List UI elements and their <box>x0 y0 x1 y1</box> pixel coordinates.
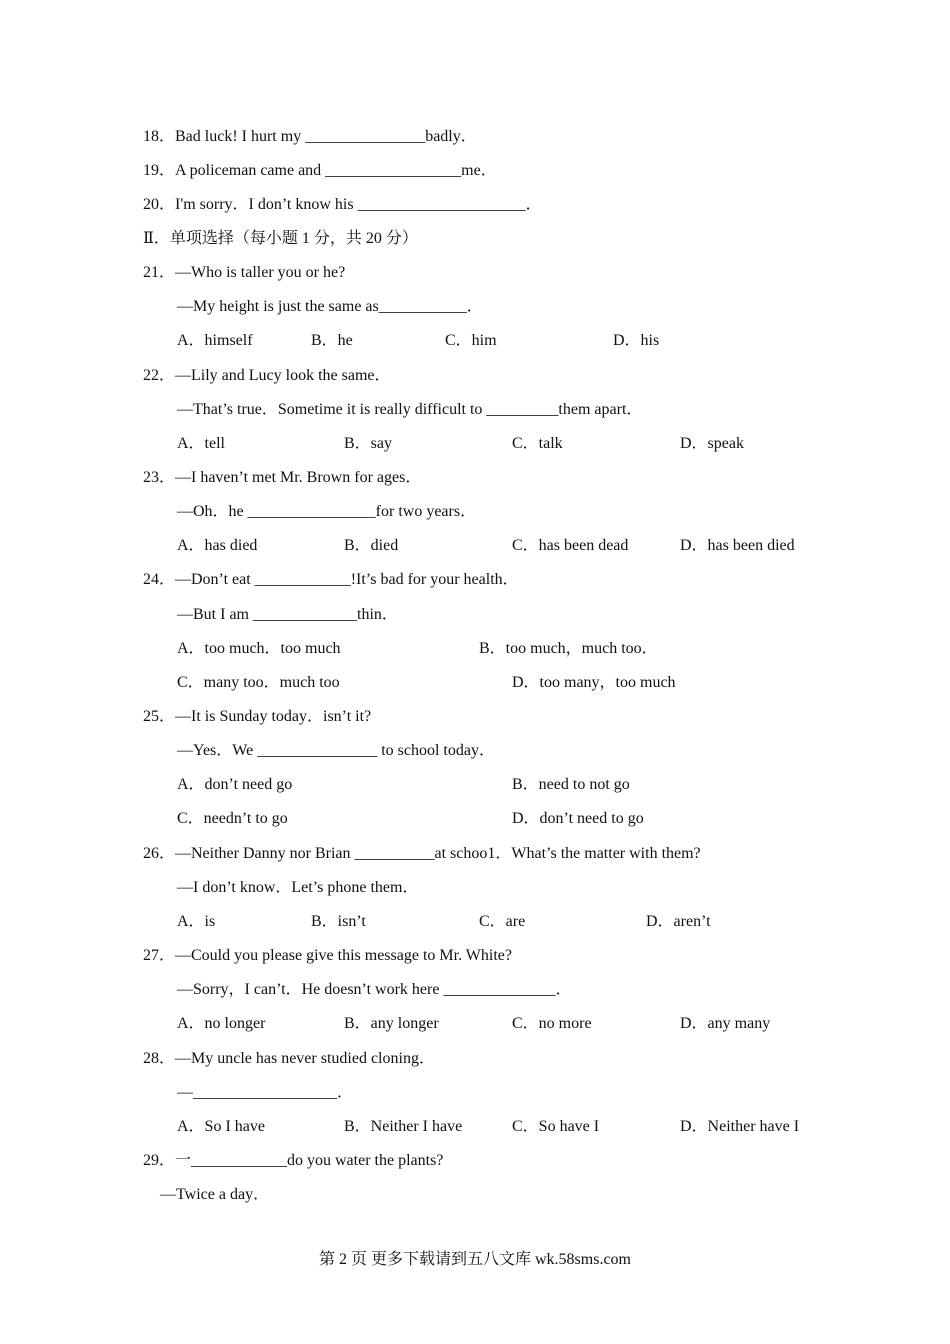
question-27-option-b: B．any longer <box>344 1015 439 1032</box>
question-24-reply: —But I am _____________thin． <box>177 606 398 623</box>
question-26-option-a: A．is <box>177 913 216 930</box>
question-21-option-c: C．him <box>445 332 497 349</box>
question-25-option-c: C．needn’t to go <box>177 810 288 827</box>
question-26-option-d: D．aren’t <box>646 913 711 930</box>
question-24-option-a: A．too much．too much <box>177 640 341 657</box>
question-23-reply: —Oh．he ________________for two years． <box>177 503 477 520</box>
question-28-option-b: B．Neither I have <box>344 1118 463 1135</box>
question-23-option-c: C．has been dead <box>512 537 629 554</box>
section-heading: Ⅱ．单项选择（每小题 1 分，共 20 分） <box>143 230 418 247</box>
page-footer: 第 2 页 更多下载请到五八文库 wk.58sms.com <box>318 1251 631 1268</box>
question-25-option-a: A．don’t need go <box>177 776 293 793</box>
question-25-stem: 25．—It is Sunday today．isn’t it? <box>143 708 372 725</box>
question-27-option-a: A．no longer <box>177 1015 266 1032</box>
question-26-reply: —I don’t know．Let’s phone them． <box>177 879 419 896</box>
question-26-option-c: C．are <box>479 913 526 930</box>
question-23-option-d: D．has been died <box>680 537 795 554</box>
question-24-option-c: C．many too．much too <box>177 674 340 691</box>
question-20: 20．I'm sorry．I don’t know his _____________________． <box>143 196 542 213</box>
question-24-option-b: B．too much，much too． <box>479 640 658 657</box>
question-22-option-a: A．tell <box>177 435 225 452</box>
question-27-option-d: D．any many <box>680 1015 771 1032</box>
question-22-stem: 22．—Lily and Lucy look the same． <box>143 367 391 384</box>
question-21-reply: —My height is just the same as___________． <box>177 298 483 315</box>
question-22-option-c: C．talk <box>512 435 563 452</box>
question-24-option-d: D．too many，too much <box>512 674 676 691</box>
question-21-stem: 21．—Who is taller you or he? <box>143 264 346 281</box>
question-29-reply: —Twice a day． <box>160 1186 270 1203</box>
question-27-option-c: C．no more <box>512 1015 592 1032</box>
question-28-stem: 28．—My uncle has never studied cloning． <box>143 1050 435 1067</box>
question-18: 18．Bad luck! I hurt my _______________badly． <box>143 128 477 145</box>
question-24-stem: 24．—Don’t eat ____________!It’s bad for your health． <box>143 571 519 588</box>
question-28-option-c: C．So have I <box>512 1118 600 1135</box>
question-26-option-b: B．isn’t <box>311 913 366 930</box>
question-28-reply: —__________________． <box>177 1084 354 1101</box>
question-25-option-b: B．need to not go <box>512 776 630 793</box>
question-22-option-b: B．say <box>344 435 393 452</box>
question-25-option-d: D．don’t need to go <box>512 810 644 827</box>
question-27-stem: 27．—Could you please give this message to Mr. White? <box>143 947 512 964</box>
question-23-stem: 23．—I haven’t met Mr. Brown for ages． <box>143 469 422 486</box>
question-29-stem: 29．一____________do you water the plants? <box>143 1152 444 1169</box>
question-22-reply: —That’s true．Sometime it is really difficult to _________them apart． <box>177 401 643 418</box>
question-22-option-d: D．speak <box>680 435 744 452</box>
question-21-option-b: B．he <box>311 332 353 349</box>
question-28-option-d: D．Neither have I <box>680 1118 800 1135</box>
question-27-reply: —Sorry，I can’t．He doesn’t work here ______________． <box>177 981 572 998</box>
question-19: 19．A policeman came and _________________me． <box>143 162 497 179</box>
question-21-option-d: D．his <box>613 332 660 349</box>
question-23-option-b: B．died <box>344 537 399 554</box>
question-25-reply: —Yes．We _______________ to school today． <box>177 742 495 759</box>
question-21-option-a: A．himself <box>177 332 253 349</box>
question-23-option-a: A．has died <box>177 537 258 554</box>
question-26-stem: 26．—Neither Danny nor Brian __________at schoo1．What’s the matter with them? <box>143 845 701 862</box>
question-28-option-a: A．So I have <box>177 1118 265 1135</box>
